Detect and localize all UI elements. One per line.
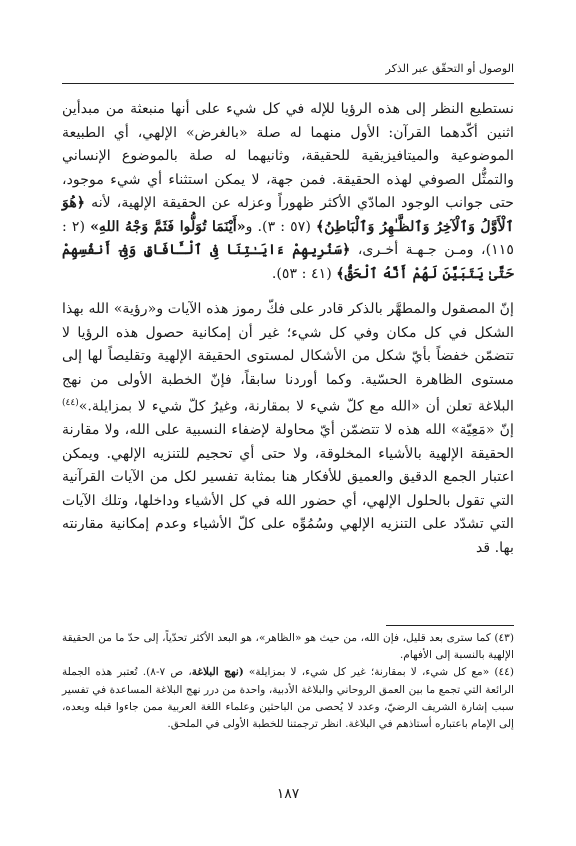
page-number: ١٨٧	[276, 786, 300, 802]
quran-quote-2: «أَيْنَمَا تُوَلُّوا فَثَمَّ وَجْهُ اللهِ»	[90, 218, 246, 235]
paragraph-1-text-c: (٢ : ١١٥)، ومـن جـهـة أخـرى،	[62, 218, 514, 258]
paragraph-2-text-b: إنّ «مَعِيّة» الله هذه لا تتضمّن أيّ محاولة لإضفاء النسبية على الله، ولا مقارنة الحقيقة الإلهية بالأشياء المخلوقة، ولا حتى أي تحجيم للتنزيه الإلهي. ويمكن اعتبار الجمع الدقيق والعميق للأفكار هنا بمثابة تفسير لكل من الآيات القرآنية التي تقول بالحلول الإلهي، أي حضور الله في كل الأشياء وداخلها، وتلك الآيات التي تشدّد على التنزيه الإلهي وسُمُوِّه على كلّ الأشياء وعدم إمكانية مقارنته بها. قد	[62, 422, 514, 556]
header-rule	[62, 83, 514, 84]
paragraph-1-text-d: (٤١ : ٥٣).	[271, 265, 337, 282]
paragraph-1-text-b: (٥٧ : ٣). و	[245, 218, 316, 235]
paragraph-1	[62, 98, 514, 286]
paragraph-1-text-a: نستطيع النظر إلى هذه الرؤيا للإله في كل شيء على أنها منبعثة من مبدأين اثنين أكّدهما القرآن: الأول منهما له صلة «بالغرض» الإلهي، أي الطبيعة الموضوعية والميتافيزيقية للحقيقة، وثانيهما له صلة بالموضوع الإنساني والتمثُّل الصوفي لهذه الحقيقة. فمن جهة، لا يمكن استثناء أي شيء موجود، حتى جوانب الوجود المادّي الأكثر ظهوراً وعزله عن الحقيقة الإلهية، لأنه	[62, 101, 514, 211]
quran-quote-3: ﴿سَنُرِيهِمْ ءَايَـٰتِنَا فِى ٱلْـَٔافَاقِ وَفِىٓ أَنفُسِهِمْ حَتَّىٰ يَتَبَيَّنَ لَهُمْ أَنَّهُ ٱلْحَقُّ﴾	[62, 242, 514, 282]
footnotes	[62, 630, 514, 733]
paragraph-2	[62, 298, 514, 560]
running-title: الوصول أو التحقّق عبر الذكر	[385, 62, 514, 75]
footnote-44-source: (نهج البلاغة	[191, 666, 244, 679]
footnote-43: (٤٣) كما سترى بعد قليل، فإن الله، من حيث هو «الظاهر»، هو البعد الأكثر تحدّياً، إلى حدّ ما من الحقيقة الإلهية بالنسبة إلى الأفهام.	[62, 632, 514, 662]
footnote-44-text-a: (٤٤) «مع كل شيء، لا بمقارنة؛ غير كل شيء، لا بمزايلة»	[243, 666, 515, 679]
paragraph-2-text-a: إنّ المصقول والمطهَّر بالذكر قادر على فكّ رموز هذه الآيات و«رؤية» الله بهذا الشكل في كل مكان وفي كل شيء؛ غير أن إمكانية حصول هذه الرؤيا لا تتضمّن خفضاً بأيّ شكل من الأشكال لمستوى الحقيقة الإلهية وتقليصاً لها إلى مستوى الظاهرة الحسّية. وكما أوردنا سابقاً، فإنّ الخطبة الأولى من نهج البلاغة تعلن أن «الله مع كلّ شيء لا بمقارنة، وغيرُ كلّ شيء لا بمزايلة.»	[62, 301, 514, 415]
footnote-ref-44[interactable]: (٤٤)	[62, 398, 79, 408]
footnote-44	[62, 664, 514, 733]
footnote-rule	[386, 625, 514, 626]
footnote-44-text-b: ، ص ٧-٨). تُعتبر هذه الجملة الرائعة التي تجمع ما بين العمق الروحاني والبلاغة الأدبية، واحدة من درر نهج البلاغة المساعدة في تفسير سبب إشارة الشريف الرضيّ، وعدد لا يُحصى من الباحثين وعلماء اللغة العربية ممن جاءوا قبله وبعده، إلى الإمام باعتباره أستاذهم في البلاغة. انظر ترجمتنا للخطبة الأولى في الملحق.	[62, 666, 514, 731]
main-text	[62, 98, 514, 560]
quran-quote-1: ﴿هُوَ ٱلْأَوَّلُ وَٱلْآخِرُ وَٱلظَّـٰهِرُ وَٱلْبَاطِنُ﴾	[62, 195, 514, 235]
